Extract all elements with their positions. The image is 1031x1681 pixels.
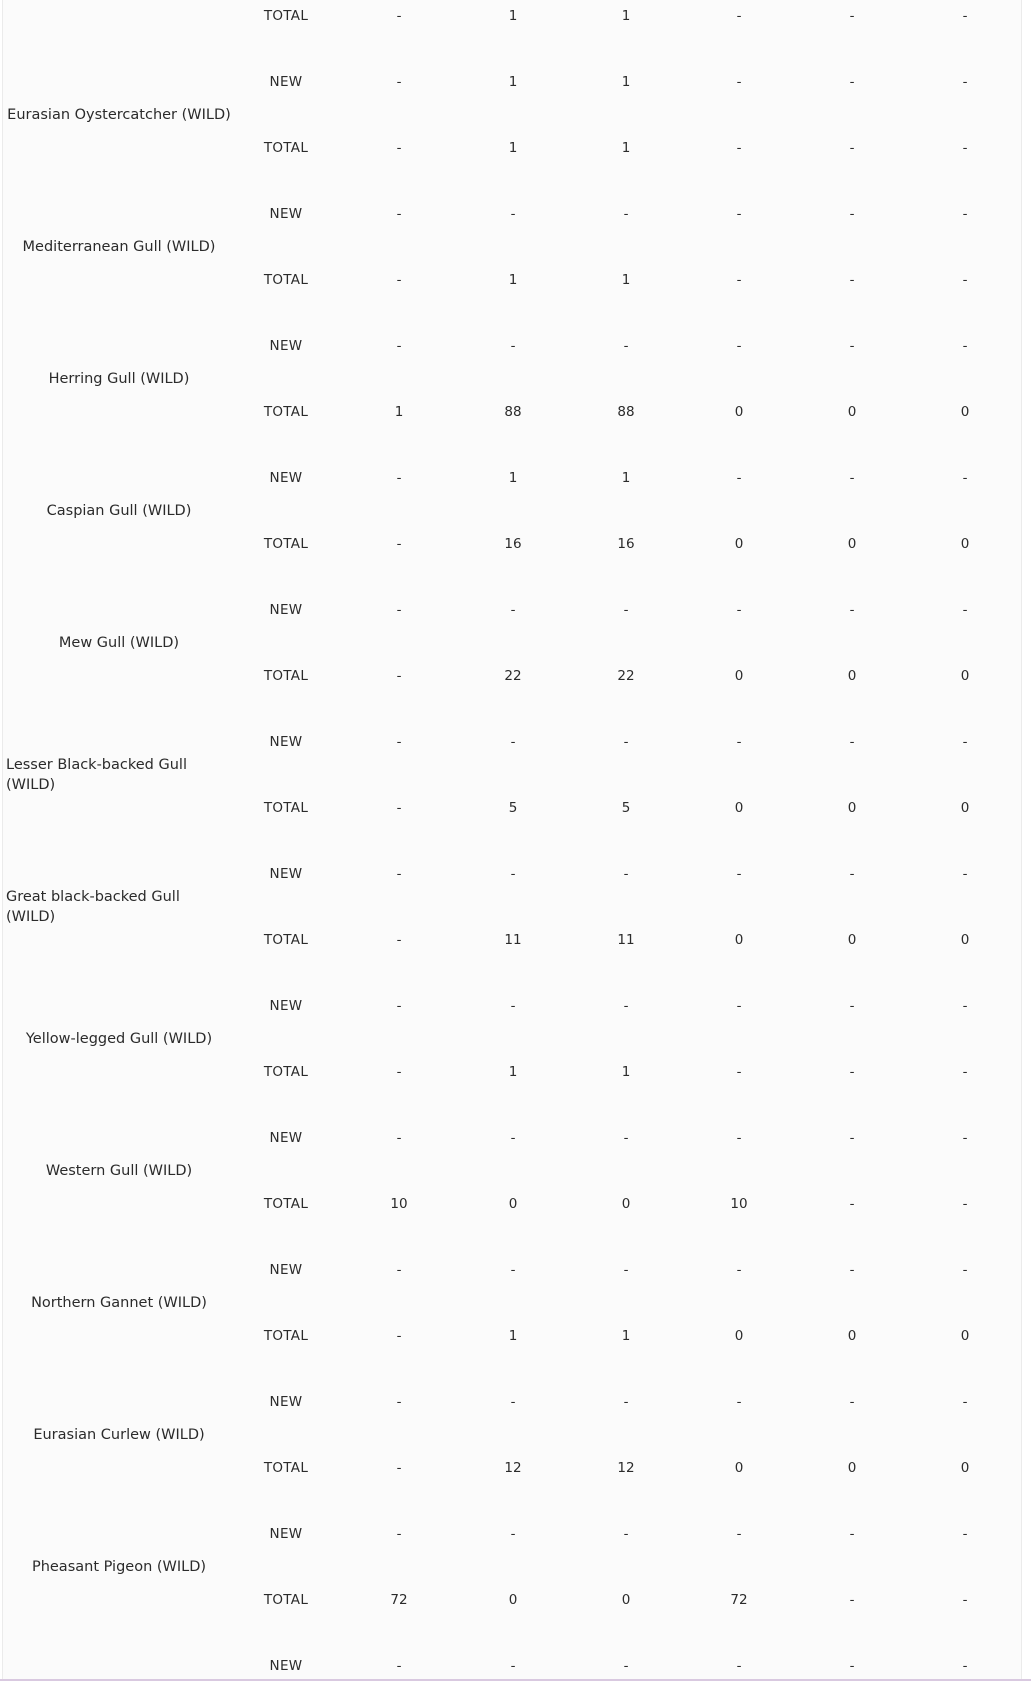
table-cell: -	[849, 1196, 855, 1212]
table-cell: -	[736, 470, 742, 486]
table-cell: 0	[847, 800, 857, 816]
table-cell: -	[736, 140, 742, 156]
table-cell: 0	[960, 536, 970, 552]
table-cell: -	[623, 998, 629, 1014]
table-cell: 72	[730, 1592, 748, 1608]
table-cell: -	[736, 1064, 742, 1080]
table-cell: -	[396, 734, 402, 750]
table-cell: -	[623, 1394, 629, 1410]
table-cell: 5	[508, 800, 518, 816]
row-type-label: TOTAL	[263, 932, 309, 948]
row-type-label: NEW	[269, 470, 303, 486]
table-cell: 10	[730, 1196, 748, 1212]
table-cell: 12	[617, 1460, 635, 1476]
table-cell: -	[849, 602, 855, 618]
table-cell: -	[736, 1658, 742, 1674]
table-cell: -	[510, 866, 516, 882]
row-type-label: TOTAL	[263, 140, 309, 156]
row-type-label: NEW	[269, 206, 303, 222]
row-type-label: TOTAL	[263, 1592, 309, 1608]
table-cell: -	[736, 206, 742, 222]
species-name: Mew Gull (WILD)	[58, 635, 180, 651]
row-type-label: NEW	[269, 1130, 303, 1146]
table-cell: -	[510, 338, 516, 354]
table-cell: 88	[504, 404, 522, 420]
table-cell: 0	[508, 1592, 518, 1608]
table-cell: -	[396, 140, 402, 156]
table-cell: 1	[508, 8, 518, 24]
table-cell: 0	[847, 536, 857, 552]
table-cell: -	[510, 602, 516, 618]
table-cell: -	[736, 338, 742, 354]
table-cell: 1	[508, 1064, 518, 1080]
table-cell: -	[849, 1658, 855, 1674]
row-type-label: NEW	[269, 734, 303, 750]
table-cell: -	[396, 602, 402, 618]
table-cell: 1	[508, 140, 518, 156]
table-cell: -	[962, 1394, 968, 1410]
species-name: Northern Gannet (WILD)	[31, 1295, 207, 1311]
table-cell: -	[623, 1658, 629, 1674]
table-cell: 0	[960, 668, 970, 684]
table-cell: -	[849, 1592, 855, 1608]
row-type-label: NEW	[269, 1262, 303, 1278]
table-cell: -	[849, 1262, 855, 1278]
species-name: Mediterranean Gull (WILD)	[22, 239, 216, 255]
table-cell: -	[396, 1130, 402, 1146]
table-cell: -	[736, 74, 742, 90]
table-cell: 0	[960, 1460, 970, 1476]
table-cell: 1	[621, 8, 631, 24]
table-cell: -	[396, 800, 402, 816]
row-type-label: TOTAL	[263, 1064, 309, 1080]
table-cell: 16	[617, 536, 635, 552]
row-type-label: NEW	[269, 74, 303, 90]
row-type-label: TOTAL	[263, 1328, 309, 1344]
table-cell: -	[849, 1064, 855, 1080]
table-cell: 1	[621, 74, 631, 90]
table-cell: -	[736, 734, 742, 750]
table-cell: -	[849, 272, 855, 288]
table-cell: -	[849, 338, 855, 354]
table-cell: 12	[504, 1460, 522, 1476]
table-cell: -	[396, 338, 402, 354]
table-cell: 1	[621, 272, 631, 288]
table-cell: -	[396, 1328, 402, 1344]
table-cell: 0	[621, 1196, 631, 1212]
table-cell: 0	[621, 1592, 631, 1608]
table-cell: 5	[621, 800, 631, 816]
table-cell: 0	[960, 1328, 970, 1344]
table-cell: -	[962, 1592, 968, 1608]
table-cell: -	[962, 734, 968, 750]
table-cell: -	[736, 1262, 742, 1278]
table-cell: 0	[847, 1460, 857, 1476]
table-cell: -	[396, 932, 402, 948]
row-type-label: NEW	[269, 338, 303, 354]
table-cell: -	[962, 998, 968, 1014]
table-cell: 0	[734, 536, 744, 552]
table-cell: -	[510, 1526, 516, 1542]
table-cell: 16	[504, 536, 522, 552]
table-cell: -	[962, 8, 968, 24]
table-cell: 1	[508, 1328, 518, 1344]
row-type-label: TOTAL	[263, 536, 309, 552]
table-cell: 11	[504, 932, 522, 948]
table-cell: 0	[847, 1328, 857, 1344]
table-cell: -	[962, 602, 968, 618]
table-cell: 0	[734, 1328, 744, 1344]
table-cell: 0	[734, 404, 744, 420]
table-cell: -	[396, 668, 402, 684]
row-type-label: NEW	[269, 1526, 303, 1542]
table-cell: -	[962, 1658, 968, 1674]
table-cell: 0	[960, 932, 970, 948]
table-cell: 1	[621, 140, 631, 156]
table-cell: -	[736, 1130, 742, 1146]
table-cell: -	[396, 866, 402, 882]
species-table	[2, 0, 1022, 1681]
table-cell: -	[849, 866, 855, 882]
row-type-label: NEW	[269, 602, 303, 618]
species-name: Lesser Black-backed Gull (WILD)	[6, 757, 187, 793]
table-cell: 0	[734, 800, 744, 816]
table-cell: -	[510, 998, 516, 1014]
table-cell: 1	[394, 404, 404, 420]
table-cell: -	[849, 470, 855, 486]
table-cell: -	[623, 1130, 629, 1146]
species-name: Caspian Gull (WILD)	[46, 503, 192, 519]
row-type-label: TOTAL	[263, 668, 309, 684]
table-cell: -	[396, 8, 402, 24]
row-type-label: TOTAL	[263, 272, 309, 288]
table-cell: -	[736, 866, 742, 882]
table-cell: -	[396, 1460, 402, 1476]
table-cell: -	[396, 1658, 402, 1674]
row-type-label: TOTAL	[263, 800, 309, 816]
table-cell: -	[962, 1064, 968, 1080]
table-cell: 1	[621, 470, 631, 486]
species-name: Eurasian Oystercatcher (WILD)	[7, 107, 231, 123]
table-cell: 1	[508, 74, 518, 90]
table-cell: -	[962, 1196, 968, 1212]
table-cell: 10	[390, 1196, 408, 1212]
table-cell: -	[623, 602, 629, 618]
table-cell: -	[623, 734, 629, 750]
table-cell: -	[510, 1658, 516, 1674]
table-cell: -	[623, 866, 629, 882]
table-cell: -	[962, 470, 968, 486]
row-type-label: TOTAL	[263, 8, 309, 24]
table-cell: -	[510, 1262, 516, 1278]
table-cell: -	[849, 1394, 855, 1410]
row-type-label: NEW	[269, 866, 303, 882]
table-cell: 0	[734, 1460, 744, 1476]
table-cell: -	[849, 734, 855, 750]
species-name: Western Gull (WILD)	[45, 1163, 193, 1179]
table-cell: -	[396, 1064, 402, 1080]
table-cell: -	[962, 1262, 968, 1278]
table-cell: -	[396, 1394, 402, 1410]
table-cell: 0	[847, 932, 857, 948]
row-type-label: TOTAL	[263, 1196, 309, 1212]
table-cell: 1	[621, 1328, 631, 1344]
table-cell: -	[962, 272, 968, 288]
table-cell: -	[396, 1262, 402, 1278]
table-cell: -	[736, 1526, 742, 1542]
table-cell: -	[510, 1130, 516, 1146]
table-cell: -	[510, 1394, 516, 1410]
table-cell: 22	[617, 668, 635, 684]
table-cell: 1	[621, 1064, 631, 1080]
table-cell: -	[736, 8, 742, 24]
table-cell: -	[623, 1526, 629, 1542]
table-cell: 11	[617, 932, 635, 948]
table-cell: -	[396, 536, 402, 552]
table-cell: -	[849, 998, 855, 1014]
table-cell: -	[962, 74, 968, 90]
table-cell: -	[849, 8, 855, 24]
table-cell: 0	[847, 668, 857, 684]
table-cell: -	[396, 998, 402, 1014]
table-cell: -	[736, 602, 742, 618]
table-cell: 88	[617, 404, 635, 420]
table-cell: -	[623, 206, 629, 222]
species-name: Yellow-legged Gull (WILD)	[25, 1031, 213, 1047]
table-cell: 0	[847, 404, 857, 420]
table-cell: -	[849, 74, 855, 90]
table-cell: -	[736, 1394, 742, 1410]
table-cell: -	[736, 272, 742, 288]
table-cell: -	[849, 140, 855, 156]
table-cell: -	[623, 1262, 629, 1278]
table-cell: 72	[390, 1592, 408, 1608]
table-cell: -	[396, 74, 402, 90]
row-type-label: NEW	[269, 998, 303, 1014]
table-cell: -	[396, 206, 402, 222]
row-type-label: TOTAL	[263, 404, 309, 420]
table-cell: -	[396, 470, 402, 486]
table-cell: -	[396, 1526, 402, 1542]
row-type-label: NEW	[269, 1658, 303, 1674]
table-cell: 1	[508, 470, 518, 486]
table-cell: -	[962, 1526, 968, 1542]
table-cell: 0	[960, 404, 970, 420]
table-cell: -	[962, 206, 968, 222]
species-name: Pheasant Pigeon (WILD)	[31, 1559, 207, 1575]
table-cell: -	[736, 998, 742, 1014]
table-cell: -	[510, 206, 516, 222]
table-cell: -	[962, 140, 968, 156]
table-cell: -	[962, 338, 968, 354]
table-cell: -	[849, 1130, 855, 1146]
table-cell: -	[962, 866, 968, 882]
table-cell: 1	[508, 272, 518, 288]
species-name: Herring Gull (WILD)	[48, 371, 190, 387]
table-cell: -	[849, 1526, 855, 1542]
row-type-label: TOTAL	[263, 1460, 309, 1476]
table-cell: 0	[734, 932, 744, 948]
table-cell: 0	[508, 1196, 518, 1212]
table-cell: -	[623, 338, 629, 354]
table-cell: -	[849, 206, 855, 222]
table-cell: 22	[504, 668, 522, 684]
table-cell: 0	[960, 800, 970, 816]
species-name: Eurasian Curlew (WILD)	[33, 1427, 205, 1443]
species-name: Great black-backed Gull (WILD)	[6, 889, 180, 925]
row-type-label: NEW	[269, 1394, 303, 1410]
table-cell: 0	[734, 668, 744, 684]
table-cell: -	[510, 734, 516, 750]
table-cell: -	[396, 272, 402, 288]
table-cell: -	[962, 1130, 968, 1146]
